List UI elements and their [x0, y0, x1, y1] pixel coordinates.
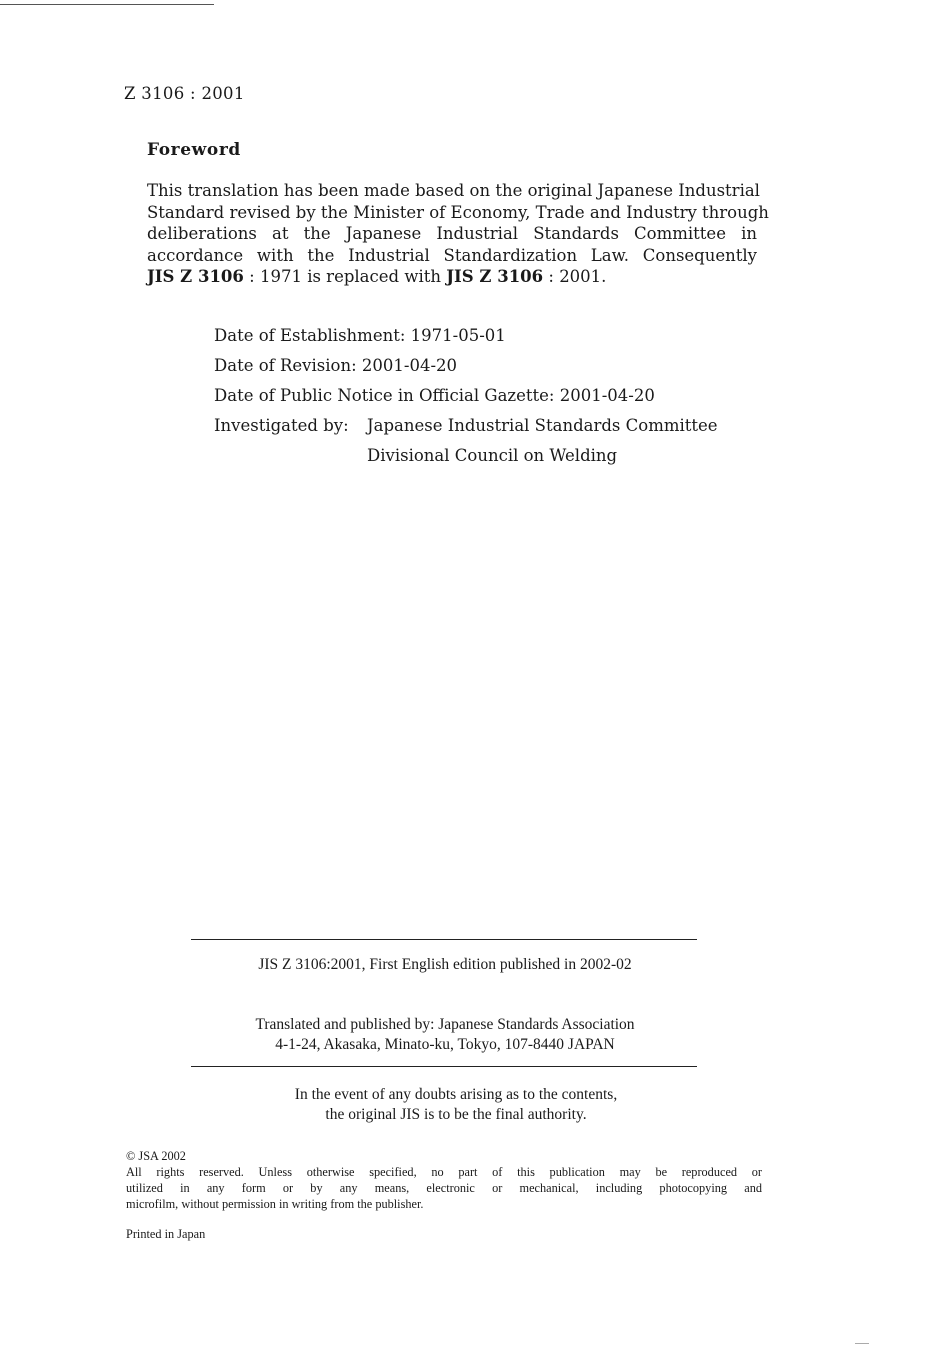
date-of-public-notice: Date of Public Notice in Official Gazette: 2001-04-20 [214, 386, 655, 405]
foreword-line: accordance with the Industrial Standardization Law. Consequently [147, 245, 757, 265]
copyright-notice: © JSA 2002 [126, 1149, 186, 1163]
authority-line: In the event of any doubts arising as to the contents, [294, 1086, 618, 1103]
printed-in-notice: Printed in Japan [126, 1227, 206, 1241]
foreword-line: deliberations at the Japanese Industrial Standards Committee in [147, 224, 757, 243]
rights-line: microfilm, without permission in writing from the publisher. [126, 1197, 424, 1211]
old-standard-id: JIS Z 3106 [147, 267, 244, 286]
edition-notice: JIS Z 3106:2001, First English edition published in 2002-02 [258, 956, 632, 973]
investigated-by-committee: Japanese Industrial Standards Committee [367, 416, 718, 435]
authority-line: the original JIS is to be the final authority. [325, 1105, 587, 1123]
document-id: Z 3106 : 2001 [124, 84, 245, 103]
new-standard-year: : 2001. [543, 267, 607, 286]
publisher-block [180, 1015, 710, 1054]
rights-line: All rights reserved. Unless otherwise specified, no part of this publication may be reproduced or [126, 1165, 762, 1179]
old-standard-year: : 1971 is replaced with [243, 267, 447, 286]
footer-rule-bottom [191, 1066, 697, 1067]
foreword-line: Standard revised by the Minister of Economy, Trade and Industry through [147, 202, 769, 222]
publisher-line: Translated and published by: Japanese Standards Association [255, 1016, 635, 1033]
foreword-heading: Foreword [147, 140, 241, 160]
rights-notice [126, 1164, 762, 1212]
rights-line: utilized in any form or by any means, electronic or mechanical, including photocopying and [126, 1181, 762, 1195]
corner-mark [855, 1343, 869, 1344]
authority-notice [191, 1085, 721, 1124]
investigated-by-council: Divisional Council on Welding [367, 446, 618, 465]
footer-rule-top [191, 939, 697, 940]
date-of-establishment: Date of Establishment: 1971-05-01 [214, 326, 506, 345]
investigated-by-label: Investigated by: [214, 416, 349, 435]
new-standard-id: JIS Z 3106 [446, 267, 544, 286]
date-of-revision: Date of Revision: 2001-04-20 [214, 356, 458, 375]
foreword-line-replacement [147, 266, 757, 288]
publisher-address: 4-1-24, Akasaka, Minato-ku, Tokyo, 107-8440 JAPAN [275, 1035, 615, 1053]
foreword-line: This translation has been made based on the original Japanese Industrial [147, 181, 760, 200]
top-rule [0, 4, 214, 5]
foreword-paragraph [147, 180, 769, 288]
